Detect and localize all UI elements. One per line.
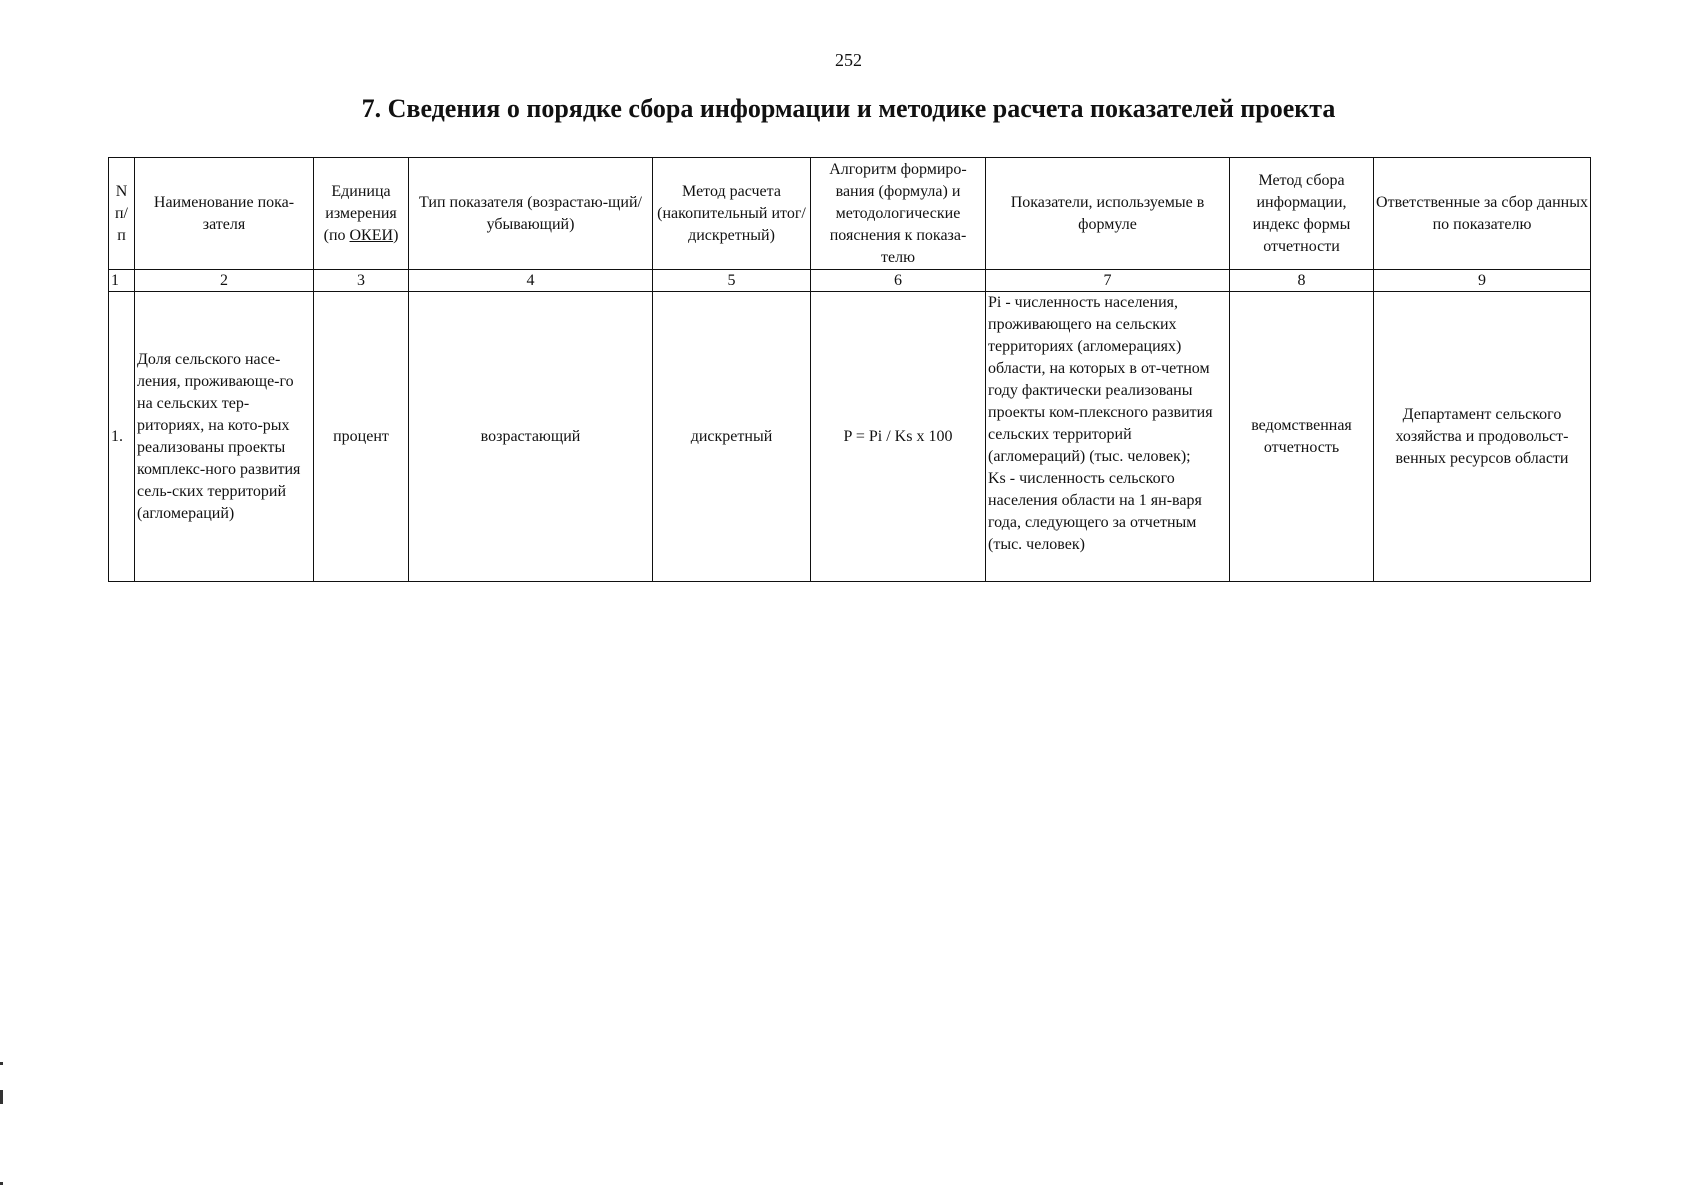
page-number: 252 xyxy=(835,50,862,70)
header-indicator-type: Тип показателя (возрастаю-щий/убывающий) xyxy=(409,158,653,270)
header-indicator-name: Наименование пока-зателя xyxy=(135,158,314,270)
scan-margin-mark xyxy=(0,1062,3,1065)
header-responsible: Ответственные за сбор данных по показателю xyxy=(1374,158,1591,270)
scan-margin-mark xyxy=(0,1182,3,1185)
column-number: 9 xyxy=(1374,270,1591,292)
indicator-ks-description: Ks - численность сельского населения области на 1 ян-варя года, следующего за отчетным (тыс. человек) xyxy=(988,470,1202,553)
column-number: 1 xyxy=(109,270,135,292)
column-number: 8 xyxy=(1230,270,1374,292)
column-number-row xyxy=(109,270,1591,292)
collection-method-value: ведомственная отчетность xyxy=(1230,292,1374,582)
formula: P = Pi / Ks x 100 xyxy=(811,292,986,582)
indicator-name: Доля сельского насе-ления, проживающе-го на сельских тер-риториях, на кото-рых реализованы проекты комплекс-ного развития сель-ских территорий (агломераций) xyxy=(135,292,314,582)
header-number: N п/п xyxy=(109,158,135,270)
column-number: 5 xyxy=(653,270,811,292)
page-title: 7. Сведения о порядке сбора информации и методике расчета показателей проекта xyxy=(361,94,1336,123)
table-row xyxy=(109,292,1591,582)
header-calc-method: Метод расчета (накопительный итог/дискретный) xyxy=(653,158,811,270)
formula-indicators xyxy=(986,292,1230,582)
column-number: 4 xyxy=(409,270,653,292)
header-collection-method: Метод сбора информации, индекс формы отчетности xyxy=(1230,158,1374,270)
column-number: 2 xyxy=(135,270,314,292)
column-number: 3 xyxy=(314,270,409,292)
indicator-type-value: возрастающий xyxy=(409,292,653,582)
calc-method-value: дискретный xyxy=(653,292,811,582)
indicator-methodology-table xyxy=(108,157,1591,582)
scan-margin-mark xyxy=(0,1090,3,1104)
column-number: 6 xyxy=(811,270,986,292)
header-unit: Единица измерения (по ОКЕИ) xyxy=(314,158,409,270)
okei-link: ОКЕИ xyxy=(349,226,394,244)
header-formula-indicators: Показатели, используемые в формуле xyxy=(986,158,1230,270)
indicator-pi-description: Pi - численность населения, проживающего на сельских территориях (агломерациях) области, на которых в от-четном году фактически реализованы проекты ком-плексного развития сельских территорий (агломераций) (тыс. человек); xyxy=(988,294,1213,465)
row-number: 1. xyxy=(109,292,135,582)
unit-value: процент xyxy=(314,292,409,582)
table-header-row xyxy=(109,158,1591,270)
responsible-value: Департамент сельского хозяйства и продовольст-венных ресурсов области xyxy=(1374,292,1591,582)
header-algorithm: Алгоритм формиро-вания (формула) и методологические пояснения к показа-телю xyxy=(811,158,986,270)
column-number: 7 xyxy=(986,270,1230,292)
